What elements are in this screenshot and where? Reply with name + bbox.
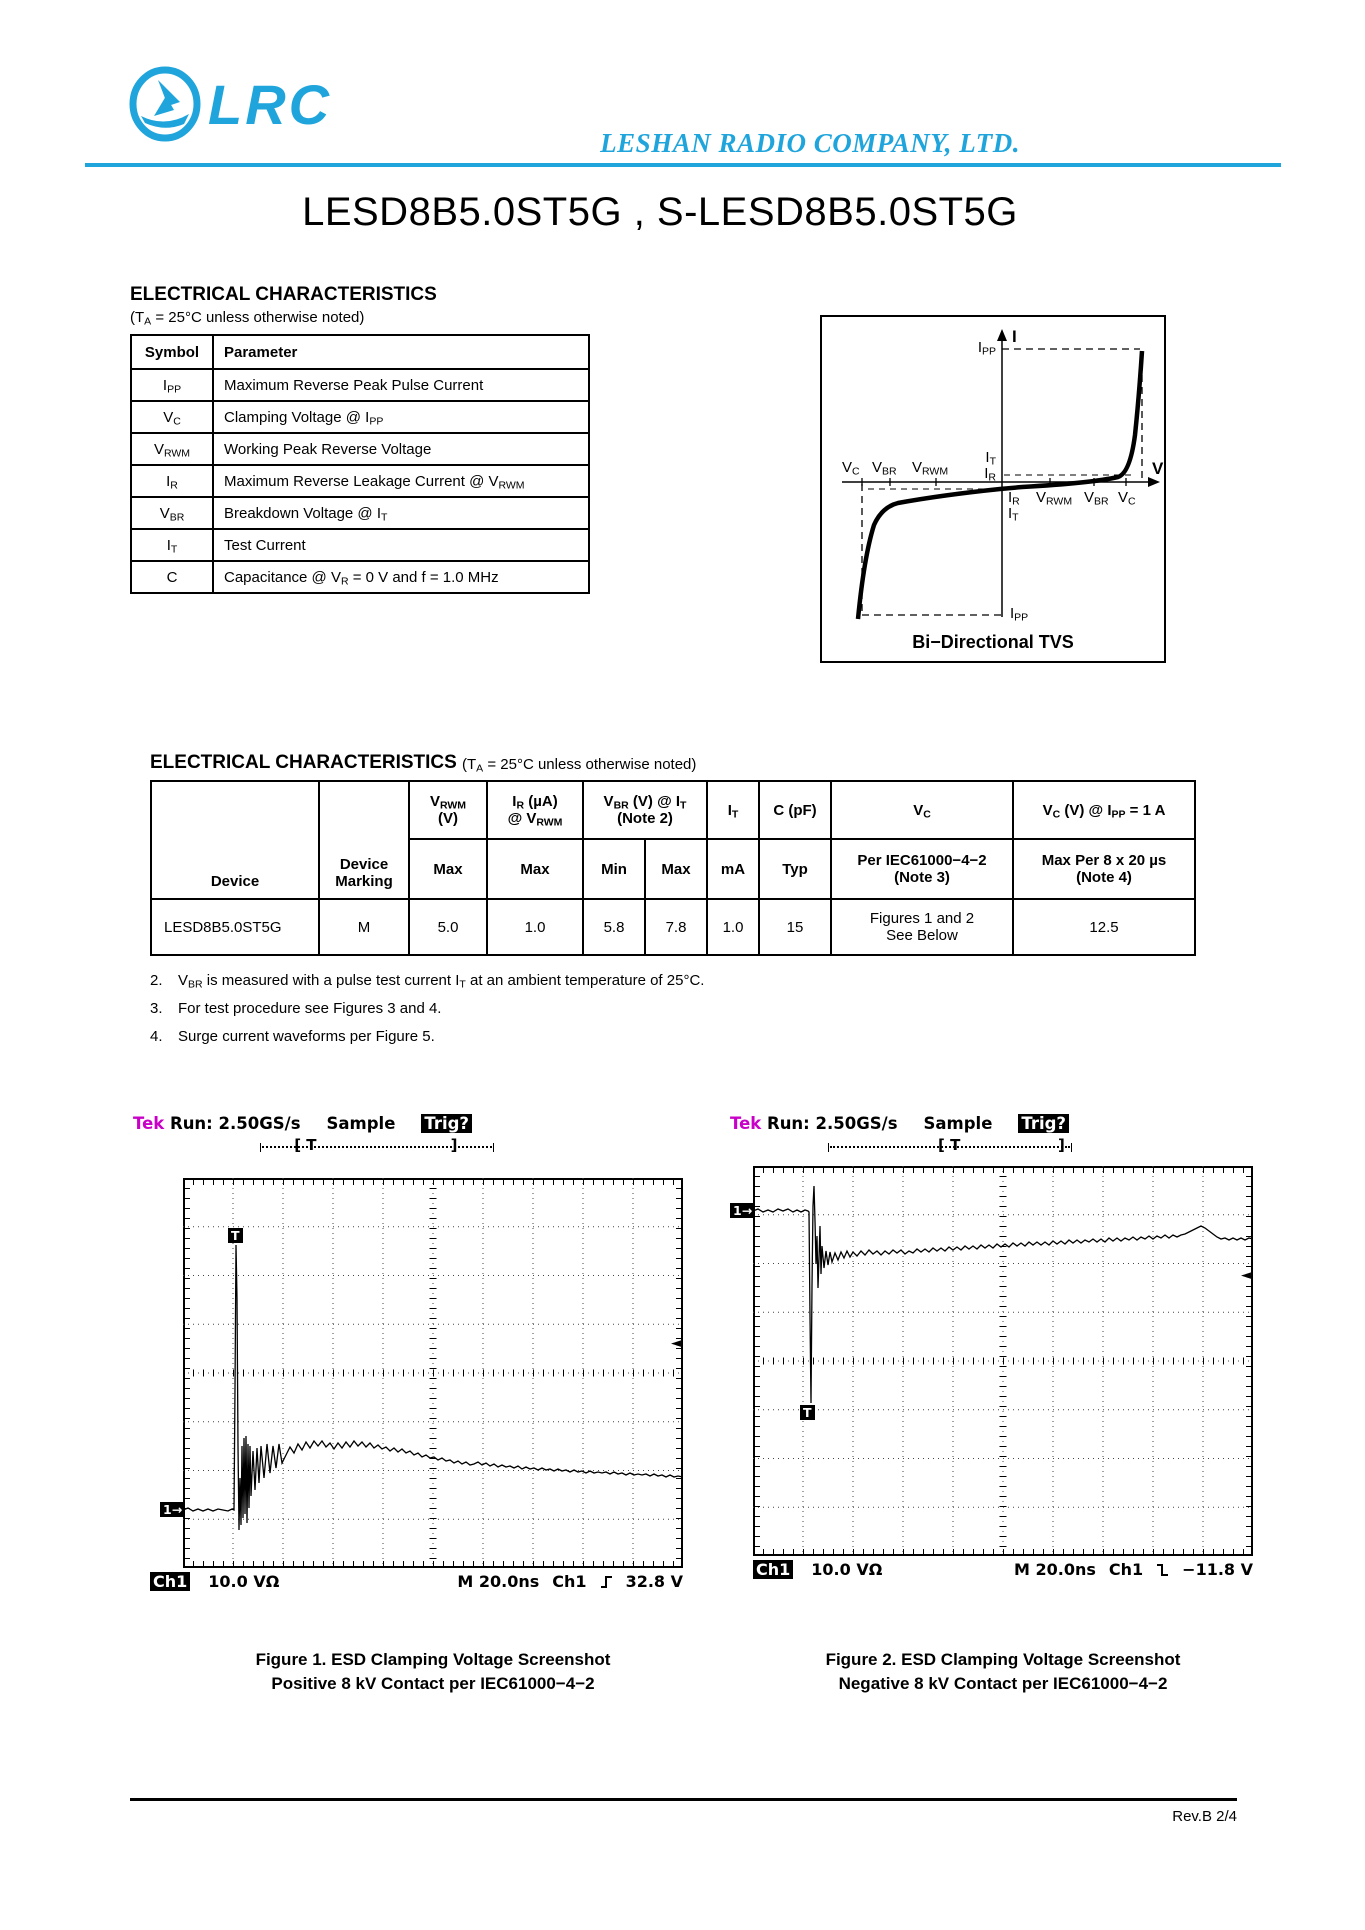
parameter-cell: Working Peak Reverse Voltage [213, 433, 589, 465]
footer-rule [130, 1798, 1237, 1801]
i-axis-label: I [1012, 327, 1017, 346]
clamping-voltage-waveform [183, 1245, 683, 1530]
vbr-left-label: $V_{BR}$ [872, 459, 897, 478]
trigger-time-marker: T [800, 1405, 815, 1420]
col-header-device: Device [151, 781, 319, 899]
run-rate: Run: 2.50GS/s [766, 1114, 898, 1133]
table-header-row-1 [151, 781, 1195, 839]
vc-ipp-cell: 12.5 [1013, 899, 1195, 955]
section-heading-electrical-characteristics-1: ELECTRICAL CHARACTERISTICS [130, 284, 437, 305]
table-row [131, 529, 589, 561]
table-row [131, 401, 589, 433]
section-heading-electrical-characteristics-2: ELECTRICAL CHARACTERISTICS [150, 752, 457, 773]
parameter-cell: Maximum Reverse Peak Pulse Current [213, 369, 589, 401]
scope-figure-2 [617, 1112, 1277, 1632]
figure2-caption [703, 1648, 1303, 1696]
section-condition-1: ($T_A = 25^\circ C$ unless otherwise noted) [130, 309, 365, 328]
trigger-level-readout: 32.8 V [625, 1572, 683, 1591]
trigger-status-badge: Trig? [421, 1114, 472, 1133]
parameter-cell: Test Current [213, 529, 589, 561]
channel-readout: Ch1 [753, 1560, 793, 1579]
it-right-label: $I_T$ [1008, 505, 1019, 524]
note-2 [150, 972, 704, 989]
scope-brand-and-rate [133, 1114, 301, 1133]
bracket-open-t: [ T [938, 1136, 961, 1154]
ipp-top-label: $I_{PP}$ [977, 339, 996, 358]
revision-page-number: Rev.B 2/4 [1172, 1808, 1237, 1825]
col-header-device-marking: Device Marking [319, 781, 409, 899]
trigger-level-readout: −11.8 V [1182, 1560, 1253, 1579]
acquisition-mode: Sample [923, 1114, 993, 1133]
note-3 [150, 1000, 441, 1017]
symbol-cell: $V_C$ [131, 401, 213, 433]
table-row [131, 497, 589, 529]
tvs-curve-graphic [822, 317, 1164, 661]
subheader-surge: Max Per 8 x 20 µs (Note 4) [1013, 839, 1195, 899]
parameter-cell: Breakdown Voltage @ $I_T$ [213, 497, 589, 529]
trigger-slope-icon [600, 1574, 613, 1589]
col-header-vc: $V_C$ [831, 781, 1013, 839]
table-row [131, 561, 589, 593]
col-header-c: C (pF) [759, 781, 831, 839]
trigger-level-arrow-icon: ◄ [671, 1336, 681, 1351]
trigger-time-marker: T [228, 1228, 243, 1243]
trigger-position-bracket [830, 1136, 1070, 1154]
device-name-cell: LESD8B5.0ST5G [151, 899, 319, 955]
waveform-plot [183, 1178, 683, 1568]
trigger-slope-icon [1156, 1562, 1169, 1577]
symbol-cell: $I_R$ [131, 465, 213, 497]
vc-cell: Figures 1 and 2 See Below [831, 899, 1013, 955]
figure1-caption-line2: Positive 8 kV Contact per IEC61000−4−2 [271, 1674, 595, 1693]
clamping-voltage-waveform [753, 1186, 1253, 1403]
timebase-trigger-readout [1014, 1560, 1253, 1579]
device-characteristics-table [150, 780, 1196, 956]
col-header-vc-ipp: $V_C$ (V) @ $I_{PP} = 1$ A [1013, 781, 1195, 839]
symbol-cell: C [131, 561, 213, 593]
note-text: For test procedure see Figures 3 and 4. [178, 1000, 442, 1017]
figure1-caption [133, 1648, 733, 1696]
vbr-max-cell: 7.8 [645, 899, 707, 955]
ir-left-label: $I_R$ [984, 465, 996, 484]
note-number: 2. [150, 972, 163, 989]
table-header-row [131, 335, 589, 369]
trigger-status-badge: Trig? [1018, 1114, 1069, 1133]
bidirectional-tvs-diagram [820, 315, 1166, 663]
trigger-position-bracket [262, 1136, 492, 1154]
scope-brand-and-rate [730, 1114, 898, 1133]
vc-right-label: $V_C$ [1118, 489, 1136, 508]
lrc-logo-icon [128, 66, 202, 142]
col-header-vbr: $V_{BR}$ (V) @ $I_T$ (Note 2) [583, 781, 707, 839]
ir-cell: 1.0 [487, 899, 583, 955]
subheader-max-ir: Max [487, 839, 583, 899]
note-number: 4. [150, 1028, 163, 1045]
waveform-plot [753, 1166, 1253, 1556]
ipp-bottom-label: $I_{PP}$ [1010, 605, 1029, 624]
it-cell: 1.0 [707, 899, 759, 955]
table-row [131, 433, 589, 465]
run-rate: Run: 2.50GS/s [169, 1114, 301, 1133]
bracket-open-t: [ T [294, 1136, 317, 1154]
c-cell: 15 [759, 899, 831, 955]
parameter-cell: Clamping Voltage @ $I_{PP}$ [213, 401, 589, 433]
vrwm-cell: 5.0 [409, 899, 487, 955]
lrc-logo [128, 66, 332, 142]
tvs-diagram-caption: Bi−Directional TVS [912, 632, 1074, 652]
lrc-logo-text: LRC [208, 72, 333, 136]
symbol-cell: $I_T$ [131, 529, 213, 561]
col-header-symbol: Symbol [131, 335, 213, 369]
vrwm-left-label: $V_{RWM}$ [912, 459, 949, 478]
symbol-cell: $I_{PP}$ [131, 369, 213, 401]
note-4 [150, 1028, 435, 1045]
scope-graticule [733, 1166, 1253, 1556]
symbol-cell: $V_{RWM}$ [131, 433, 213, 465]
timebase-readout: M 20.0ns [1014, 1560, 1096, 1579]
bracket-close: ] [450, 1136, 458, 1154]
note-text: $V_{BR}$ is measured with a pulse test current $I_T$ at an ambient temperature of 25°C. [178, 972, 705, 991]
note-text: Surge current waveforms per Figure 5. [178, 1028, 435, 1045]
parameter-cell: Maximum Reverse Leakage Current @ $V_{RWM}$ [213, 465, 589, 497]
symbol-parameter-table [130, 334, 590, 594]
bracket-close: ] [1058, 1136, 1065, 1154]
ir-right-label: $I_R$ [1008, 489, 1020, 508]
col-header-vrwm: $V_{RWM}$ (V) [409, 781, 487, 839]
vertical-scale-readout: 10.0 VΩ [208, 1572, 280, 1591]
vbr-min-cell: 5.8 [583, 899, 645, 955]
v-axis-label: V [1152, 459, 1164, 478]
it-left-label: $I_T$ [985, 449, 996, 468]
vbr-right-label: $V_{BR}$ [1084, 489, 1109, 508]
subheader-typ: Typ [759, 839, 831, 899]
part-number-title: LESD8B5.0ST5G , S-LESD8B5.0ST5G [302, 190, 1018, 234]
subheader-iec: Per IEC61000−4−2 (Note 3) [831, 839, 1013, 899]
scope-graticule [163, 1178, 683, 1568]
marking-cell: M [319, 899, 409, 955]
channel1-ground-marker: 1→ [160, 1502, 185, 1517]
scope-header [133, 1114, 472, 1133]
subheader-max-vrwm: Max [409, 839, 487, 899]
trigger-source-readout: Ch1 [552, 1572, 587, 1591]
subheader-ma: mA [707, 839, 759, 899]
trigger-level-arrow-icon: ◄ [1241, 1268, 1251, 1283]
device-data-row [151, 899, 1195, 955]
figure2-caption-line1: Figure 2. ESD Clamping Voltage Screenshot [825, 1650, 1181, 1669]
col-header-parameter: Parameter [213, 335, 589, 369]
symbol-cell: $V_{BR}$ [131, 497, 213, 529]
tek-brand: Tek [730, 1114, 762, 1133]
subheader-max-vbr: Max [645, 839, 707, 899]
channel1-ground-marker: 1→ [730, 1203, 755, 1218]
scope-status-bar [753, 1560, 1253, 1579]
col-header-it: $I_T$ [707, 781, 759, 839]
vc-left-label: $V_C$ [842, 459, 860, 478]
scope-header [730, 1114, 1069, 1133]
header-rule [85, 163, 1281, 167]
col-header-ir: $I_R$ (µA) @ $V_{RWM}$ [487, 781, 583, 839]
table-row [131, 465, 589, 497]
timebase-readout: M 20.0ns [457, 1572, 540, 1591]
parameter-cell: Capacitance @ $V_R = 0$ V and f = 1.0 MHz [213, 561, 589, 593]
channel-readout: Ch1 [150, 1572, 190, 1591]
figure1-caption-line1: Figure 1. ESD Clamping Voltage Screenshot [255, 1650, 611, 1669]
section-condition-2: ($T_A = 25^\circ C$ unless otherwise noted) [462, 756, 697, 775]
tek-brand: Tek [133, 1114, 165, 1133]
table-row [131, 369, 589, 401]
subheader-min-vbr: Min [583, 839, 645, 899]
scope-status-bar [150, 1572, 683, 1591]
vrwm-right-label: $V_{RWM}$ [1036, 489, 1073, 508]
trigger-source-readout: Ch1 [1108, 1560, 1144, 1579]
company-name: LESHAN RADIO COMPANY, LTD. [600, 128, 1020, 158]
vertical-scale-readout: 10.0 VΩ [811, 1560, 883, 1579]
figure2-caption-line2: Negative 8 kV Contact per IEC61000−4−2 [838, 1674, 1168, 1693]
acquisition-mode: Sample [326, 1114, 396, 1133]
note-number: 3. [150, 1000, 163, 1017]
